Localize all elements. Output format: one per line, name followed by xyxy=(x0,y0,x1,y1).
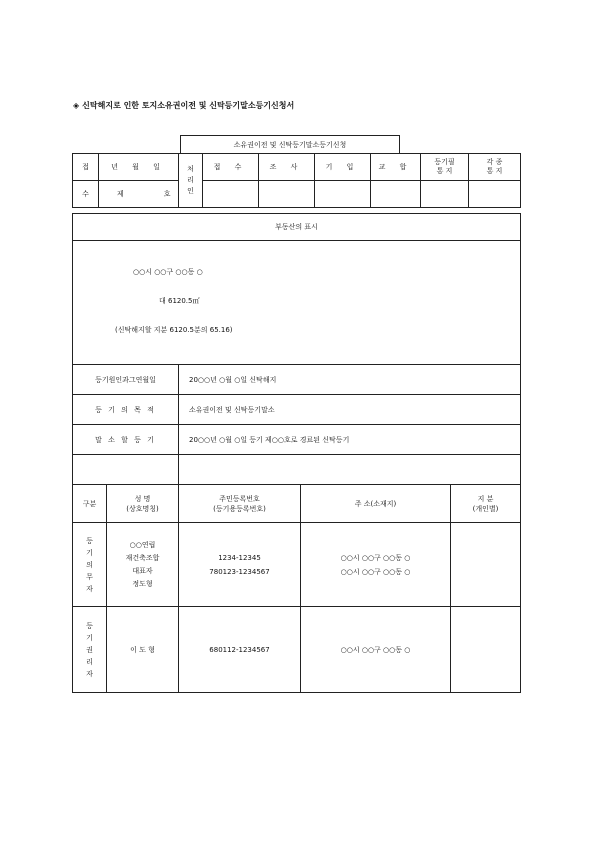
rightholder-share[interactable] xyxy=(451,607,521,693)
reception-jeop-top: 접 xyxy=(73,154,99,181)
reception-date: 년 월 일 xyxy=(99,154,179,181)
registration-type-box xyxy=(180,135,400,153)
main-table xyxy=(72,213,521,693)
parties-id-header: 주민등록번호 (등기용등록번호) xyxy=(179,485,301,523)
col-deunggipil: 등기필 통 지 xyxy=(421,154,469,181)
reception-jeop-bottom: 수 xyxy=(73,181,99,208)
rightholder-address[interactable]: ○○시 ○○구 ○○동 ○ xyxy=(301,607,451,693)
obligor-share[interactable] xyxy=(451,523,521,607)
cell-gyohap[interactable] xyxy=(371,181,421,208)
cell-jeopsu[interactable] xyxy=(203,181,259,208)
row-cause-value[interactable]: 20○○년 ○월 ○일 신탁해지 xyxy=(179,365,521,395)
parties-address-header: 주 소(소재지) xyxy=(301,485,451,523)
property-note: (신탁해지할 지분 6120.5분의 65.16) xyxy=(115,326,233,334)
parties-name-header: 성 명 (상호명칭) xyxy=(107,485,179,523)
property-header: 부동산의 표시 xyxy=(73,214,521,241)
row-cause-label: 등기원인과그연월일 xyxy=(73,365,179,395)
obligor-address[interactable]: ○○시 ○○구 ○○동 ○ ○○시 ○○구 ○○동 ○ xyxy=(301,523,451,607)
row-cancel-label: 말 소 할 등 기 xyxy=(73,425,179,455)
property-address: ○○시 ○○구 ○○동 ○ xyxy=(133,268,203,276)
rightholder-id[interactable]: 680112-1234567 xyxy=(179,607,301,693)
reception-number: 제 호 xyxy=(99,181,179,208)
document-title xyxy=(73,100,294,111)
obligor-id[interactable]: 1234-12345 780123-1234567 xyxy=(179,523,301,607)
row-blank-label xyxy=(73,455,179,485)
diamond-bullet-icon: ◈ xyxy=(73,101,80,110)
processor-label: 처 리 인 xyxy=(179,154,203,208)
title-text: 신탁해지로 인한 토지소유권이전 및 신탁등기말소등기신청서 xyxy=(82,101,295,110)
obligor-name[interactable]: ○○연립 재건축조합 대표자 정도형 xyxy=(107,523,179,607)
cell-deunggipil[interactable] xyxy=(421,181,469,208)
row-blank-value[interactable] xyxy=(179,455,521,485)
property-land: 대 6120.5㎡ xyxy=(159,297,200,305)
row-purpose-label: 등 기 의 목 적 xyxy=(73,395,179,425)
col-gyohap: 교 합 xyxy=(371,154,421,181)
col-josa: 조 사 xyxy=(259,154,315,181)
parties-share-header: 지 분 (개인별) xyxy=(451,485,521,523)
reception-table xyxy=(72,153,521,208)
cell-gakjong[interactable] xyxy=(469,181,521,208)
row-purpose-value[interactable]: 소유권이전 및 신탁등기말소 xyxy=(179,395,521,425)
parties-gubun-header: 구분 xyxy=(73,485,107,523)
col-giip: 기 입 xyxy=(315,154,371,181)
col-jeopsu: 접 수 xyxy=(203,154,259,181)
cell-josa[interactable] xyxy=(259,181,315,208)
cell-giip[interactable] xyxy=(315,181,371,208)
registration-type-text: 소유권이전 및 신탁등기말소등기신청 xyxy=(233,140,347,149)
rightholder-name[interactable]: 이 도 형 xyxy=(107,607,179,693)
row-cancel-value[interactable]: 20○○년 ○월 ○일 등기 제○○호로 경료된 신탁등기 xyxy=(179,425,521,455)
property-description xyxy=(73,241,521,365)
col-gakjong: 각 종 통 지 xyxy=(469,154,521,181)
obligor-label: 등 기 의 무 자 xyxy=(73,523,107,607)
rightholder-label: 등 기 권 리 자 xyxy=(73,607,107,693)
